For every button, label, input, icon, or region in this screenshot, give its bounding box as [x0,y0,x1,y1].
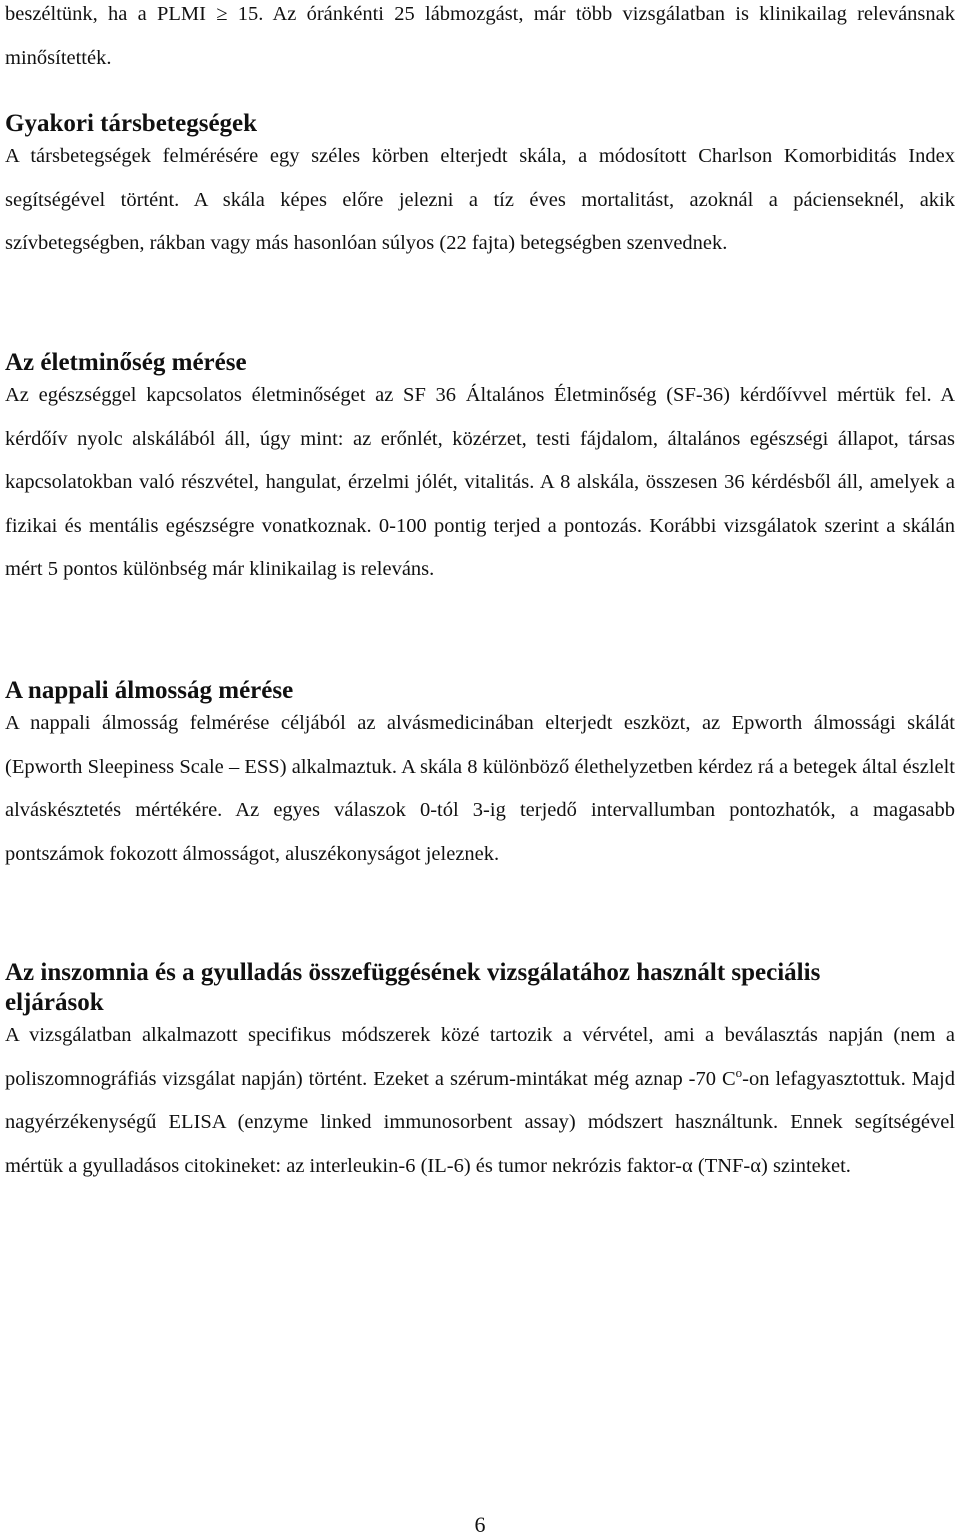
procedures-text-part2: -on lefagyasztottuk. Majd nagyérzékenységű ELISA (enzyme linked immunosorbent assay) módszert használtunk. Ennek segítségével mértük a gyulladásos citokineket: az interleukin-6 (IL-6) és tumor nekrózis faktor-α (TNF-α) szinteket. [5,1067,955,1177]
intro-paragraph: beszéltünk, ha a PLMI ≥ 15. Az óránkénti 25 lábmozgást, már több vizsgálatban is klinikailag relevánsnak minősítették. [5,3,955,69]
section-body-comorbidities: A társbetegségek felmérésére egy széles körben elterjedt skála, a módosított Charlson Komorbiditás Index segítségével történt. A skála képes előre jelezni a tíz éves mortalitást, azoknál a pácienseknél, akik szívbetegségben, rákban vagy más hasonlóan súlyos (22 fajta) betegségben szenvednek. [5,145,955,254]
section-body-special-procedures [5,1014,955,1188]
section-comorbidities [5,109,955,266]
degree-superscript: o [735,1064,743,1080]
section-special-procedures [5,958,955,1188]
procedures-text-part1: A vizsgálatban alkalmazott specifikus módszerek közé tartozik a vérvétel, ami a beválasztás napján (nem a poliszomnográfiás vizsgálat napján) történt. Ezeket a szérum-mintákat még aznap -70 C [5,1024,955,1090]
page-number: 6 [474,1512,486,1537]
section-heading-daytime-sleepiness: A nappali álmosság mérése [5,677,294,704]
section-daytime-sleepiness [5,676,955,876]
section-body-daytime-sleepiness: A nappali álmosság felmérése céljából az alvásmedicinában elterjedt eszközt, az Epworth álmossági skálát (Epworth Sleepiness Scale – ESS) alkalmaztuk. A skála 8 különböző élethelyzetben kérdez rá a betegek által észlelt alváskésztetés mértékére. Az egyes válaszok 0-tól 3-ig terjedő intervallumban pontozhatók, a magasabb pontszámok fokozott álmosságot, aluszékonyságot jeleznek. [5,712,955,865]
section-heading-quality-of-life: Az életminőség mérése [5,349,247,376]
section-quality-of-life [5,348,955,592]
section-body-quality-of-life: Az egészséggel kapcsolatos életminőséget az SF 36 Általános Életminőség (SF-36) kérdőívvel mértük fel. A kérdőív nyolc alskálából áll, úgy mint: az erőnlét, közérzet, testi fájdalom, általános egészségi állapot, társas kapcsolatokban való részvétel, hangulat, érzelmi jólét, vitalitás. A 8 alskála, összesen 36 kérdésből áll, amelyek a fizikai és mentális egészségre vonatkoznak. 0-100 pontig terjed a pontozás. Korábbi vizsgálatok szerint a skálán mért 5 pontos különbség már klinikailag is releváns. [5,384,955,580]
intro-paragraph-block [5,0,955,80]
section-heading-comorbidities: Gyakori társbetegségek [5,110,258,137]
section-heading-special-procedures: Az inszomnia és a gyulladás összefüggésének vizsgálatához használt speciális eljárások [5,959,821,1016]
